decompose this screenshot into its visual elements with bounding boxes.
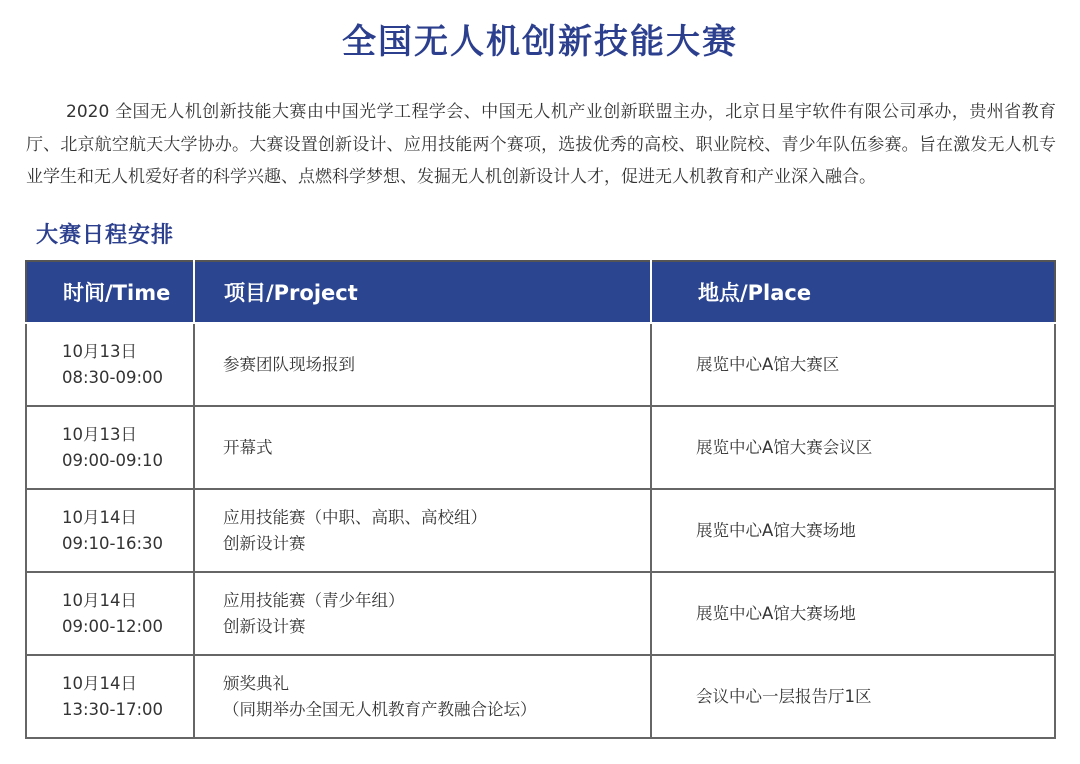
project-text: 创新设计赛 — [223, 616, 306, 636]
page-title: 全国无人机创新技能大赛 — [342, 22, 738, 62]
project-cell — [194, 489, 651, 572]
table-row — [26, 323, 1055, 406]
date-text: 10月14日 — [62, 590, 137, 610]
table-row — [26, 489, 1055, 572]
schedule-table — [25, 260, 1056, 739]
project-text: 应用技能赛（中职、高职、高校组） — [223, 507, 487, 527]
time-cell — [26, 572, 194, 655]
date-text: 10月13日 — [62, 341, 137, 361]
place-cell: 展览中心A馆大赛场地 — [651, 489, 1055, 572]
date-text: 10月14日 — [62, 673, 137, 693]
project-text: 创新设计赛 — [223, 533, 306, 553]
time-cell — [26, 655, 194, 738]
place-cell: 展览中心A馆大赛区 — [651, 323, 1055, 406]
project-text: 参赛团队现场报到 — [223, 354, 355, 374]
place-cell: 展览中心A馆大赛会议区 — [651, 406, 1055, 489]
project-cell — [194, 406, 651, 489]
header-place: 地点/Place — [651, 261, 1055, 323]
time-cell — [26, 323, 194, 406]
table-row — [26, 572, 1055, 655]
time-text: 09:00-09:10 — [62, 450, 164, 470]
project-text: （同期举办全国无人机教育产教融合论坛） — [223, 699, 537, 719]
project-text: 颁奖典礼 — [223, 673, 289, 693]
intro-paragraph: 2020 全国无人机创新技能大赛由中国光学工程学会、中国无人机产业创新联盟主办，北京日星宇软件有限公司承办，贵州省教育厅、北京航空航天大学协办。大赛设置创新设计、应用技能两个赛项，选拔优秀的高校、职业院校、青少年队伍参赛。旨在激发无人机专业学生和无人机爱好者的科学兴趣、点燃科学梦想、发掘无人机创新设计人才，促进无人机教育和产业深入融合。 — [26, 102, 1056, 187]
project-text: 应用技能赛（青少年组） — [223, 590, 405, 610]
date-text: 10月13日 — [62, 424, 137, 444]
project-text: 开幕式 — [223, 437, 273, 457]
time-cell — [26, 489, 194, 572]
place-cell: 会议中心一层报告厅1区 — [651, 655, 1055, 738]
header-time: 时间/Time — [26, 261, 194, 323]
table-row — [26, 406, 1055, 489]
place-cell: 展览中心A馆大赛场地 — [651, 572, 1055, 655]
time-text: 13:30-17:00 — [62, 699, 164, 719]
header-project: 项目/Project — [194, 261, 651, 323]
table-header-row — [26, 261, 1055, 323]
time-text: 09:10-16:30 — [62, 533, 164, 553]
project-cell — [194, 572, 651, 655]
date-text: 10月14日 — [62, 507, 137, 527]
time-text: 09:00-12:00 — [62, 616, 164, 636]
schedule-heading: 大赛日程安排 — [36, 223, 175, 248]
time-cell — [26, 406, 194, 489]
table-row — [26, 655, 1055, 738]
project-cell — [194, 655, 651, 738]
project-cell — [194, 323, 651, 406]
time-text: 08:30-09:00 — [62, 367, 164, 387]
